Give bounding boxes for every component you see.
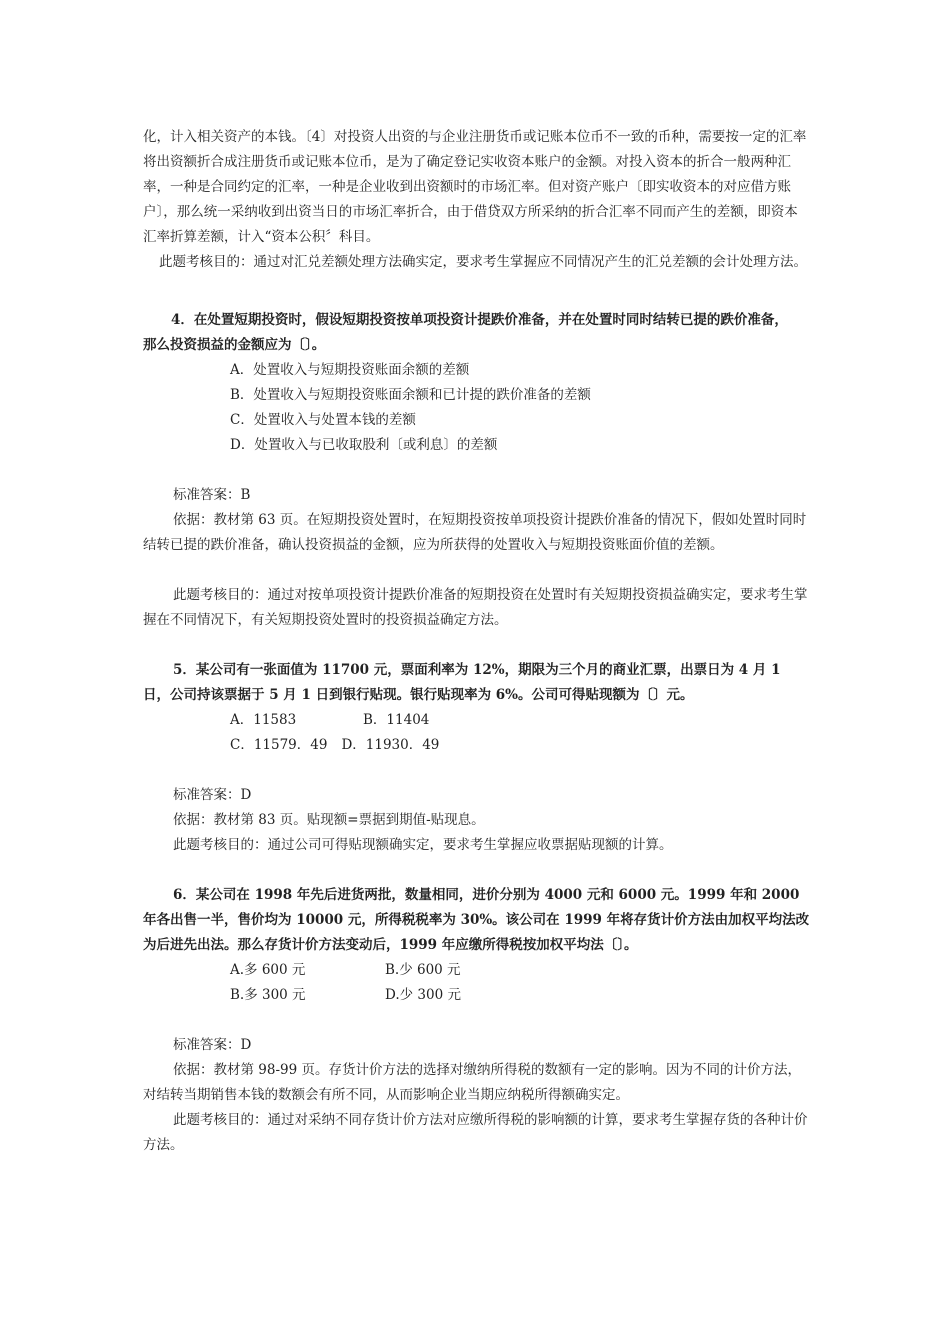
question-5-option-a: A．11583 (230, 712, 297, 728)
question-6-purpose: 此题考核目的：通过对采纳不同存货计价方法对应缴所得税的影响额的计算，要求考生掌握存货的各种计价方法。 (143, 1112, 808, 1153)
question-5-answer: 标准答案：D (173, 787, 252, 803)
question-6-options-row2 (143, 983, 811, 1008)
question-4-basis: 依据：教材第 63 页。在短期投资处置时，在短期投资按单项投资计提跌价准备的情况下，假如处置时同时结转已提的跌价准备，确认投资损益的金额，应为所获得的处置收入与短期投资账面价值的差额。 (143, 512, 807, 553)
question-5-purpose: 此题考核目的：通过公司可得贴现额确实定，要求考生掌握应收票据贴现额的计算。 (173, 837, 673, 853)
question-6-answer: 标准答案：D (173, 1037, 252, 1053)
question-4-option-d: D．处置收入与已收取股利〔或利息〕的差额 (230, 437, 498, 453)
question-4-option-c: C．处置收入与处置本钱的差额 (230, 412, 416, 428)
question-6-options-row1 (143, 958, 811, 983)
question-5-basis: 依据：教材第 83 页。贴现额=票据到期值-贴现息。 (173, 812, 485, 828)
question-5-option-c: C．11579．49 (230, 737, 328, 753)
question-4-line2: 那么投资损益的金额应为〔〕。 (143, 337, 326, 353)
question-4-answer: 标准答案：B (173, 487, 251, 503)
document-body (143, 125, 811, 1158)
question-5-options-row2 (143, 733, 811, 758)
question-5-text: 5．某公司有一张面值为 11700 元，票面利率为 12%，期限为三个月的商业汇票，出票日为 4 月 1 日，公司持该票据于 5 月 1 日到银行贴现。银行贴现率为 6%。公司可得贴现额为〔〕元。 (143, 662, 781, 703)
question-6-basis: 依据：教材第 98-99 页。存货计价方法的选择对缴纳所得税的数额有一定的影响。因为不同的计价方法，对结转当期销售本钱的数额会有所不同，从而影响企业当期应纳税所得额确实定。 (143, 1062, 801, 1103)
question-4-purpose: 此题考核目的：通过对按单项投资计提跌价准备的短期投资在处置时有关短期投资损益确实定，要求考生掌握在不同情况下，有关短期投资处置时的投资损益确定方法。 (143, 587, 808, 628)
question-5-option-d: D．11930．49 (341, 737, 440, 753)
question-5-option-b: B．11404 (363, 712, 430, 728)
intro-paragraph: 化，计入相关资产的本钱。〔4〕对投资人出资的与企业注册货币或记账本位币不一致的币种，需要按一定的汇率将出资额折合成注册货币或记账本位币，是为了确定登记实收资本账户的金额。对投入资本的折合一般两种汇率，一种是合同约定的汇率，一种是企业收到出资额时的市场汇率。但对资产账户〔即实收资本的对应借方账户〕，那么统一采纳收到出资当日的市场汇率折合，由于借贷双方所采纳的折合汇率不同而产生的差额，即资本汇率折算差额，计入“资本公积〞科目。 (143, 129, 807, 245)
question-6-option-a: A.多 600 元 (230, 962, 306, 978)
question-4-option-b: B．处置收入与短期投资账面余额和已计提的跌价准备的差额 (230, 387, 591, 403)
intro-purpose: 此题考核目的：通过对汇兑差额处理方法确实定，要求考生掌握应不同情况产生的汇兑差额的会计处理方法。 (159, 254, 807, 270)
question-6-option-d: D.少 300 元 (385, 987, 461, 1003)
question-6-text: 6．某公司在 1998 年先后进货两批，数量相同，进价分别为 4000 元和 6000 元。1999 年和 2000 年各出售一半，售价均为 10000 元，所得税税率为 30%。该公司在 1999 年将存货计价方法由加权平均法改为后进先出法。那么存货计价方法变动后，1999 年应缴所得税按加权平均法〔〕。 (143, 887, 810, 953)
question-6-option-c: B.多 300 元 (230, 987, 306, 1003)
question-4-line1: 4．在处置短期投资时，假设短期投资按单项投资计提跌价准备，并在处置时同时结转已提的跌价准备， (171, 312, 788, 328)
question-6-option-b: B.少 600 元 (385, 962, 461, 978)
question-4-option-a: A．处置收入与短期投资账面余额的差额 (230, 362, 470, 378)
question-5-options-row1 (143, 708, 811, 733)
